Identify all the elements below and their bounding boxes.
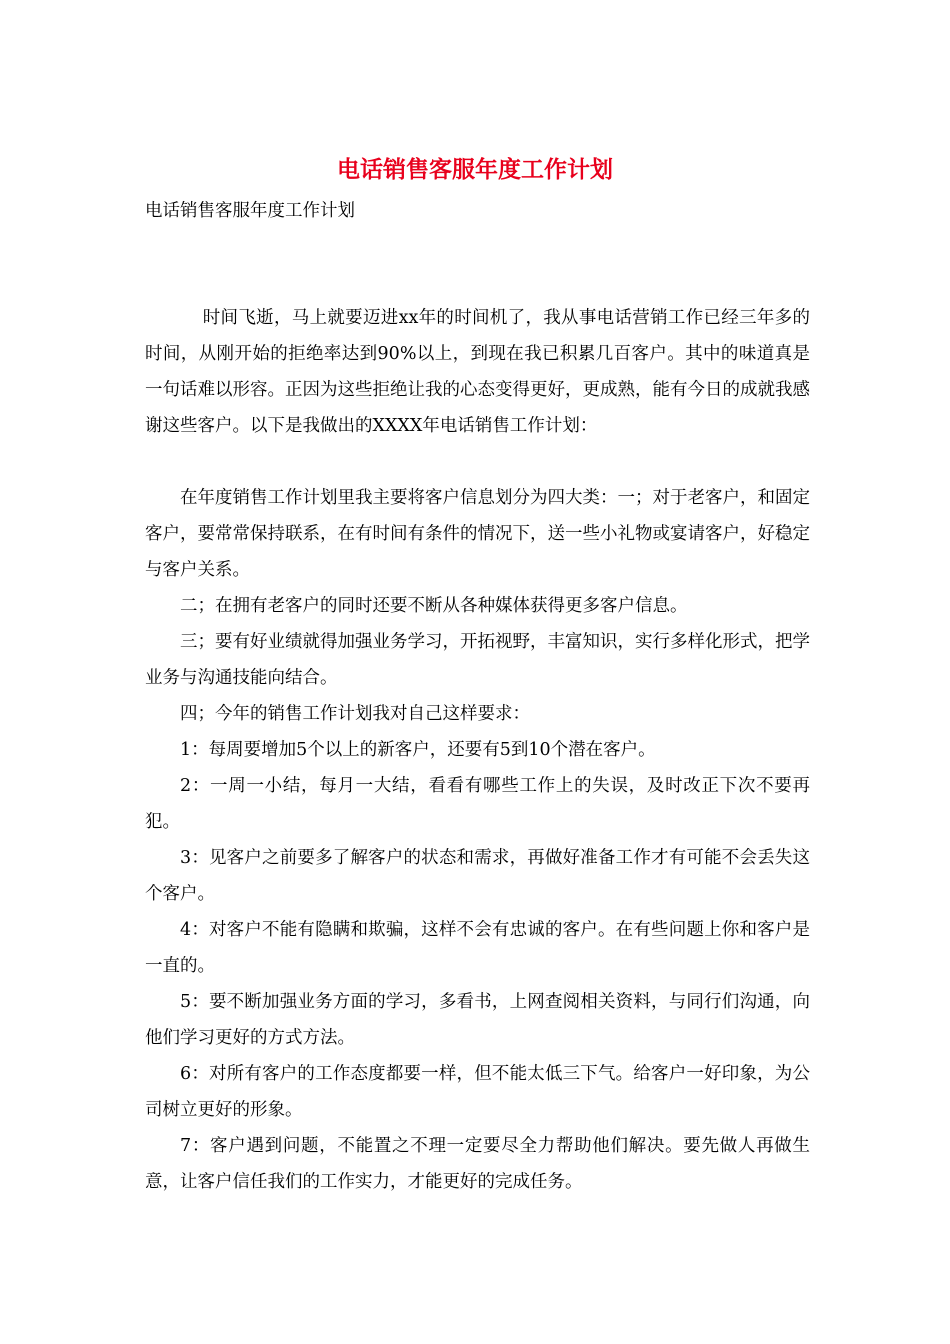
- requirement-7: 7：客户遇到问题，不能置之不理一定要尽全力帮助他们解决。要先做人再做生意，让客户信任我们的工作实力，才能更好的完成任务。: [145, 1136, 810, 1192]
- requirement-3: 3：见客户之前要多了解客户的状态和需求，再做好准备工作才有可能不会丢失这个客户。: [145, 848, 810, 904]
- paragraph-item-four: 四；今年的销售工作计划我对自己这样要求：: [180, 704, 530, 724]
- paragraph-categories: 在年度销售工作计划里我主要将客户信息划分为四大类：一；对于老客户，和固定客户，要常常保持联系，在有时间有条件的情况下，送一些小礼物或宴请客户，好稳定与客户关系。: [145, 488, 810, 580]
- requirement-6: 6：对所有客户的工作态度都要一样，但不能太低三下气。给客户一好印象，为公司树立更好的形象。: [145, 1064, 810, 1120]
- paragraph-item-two: 二；在拥有老客户的同时还要不断从各种媒体获得更多客户信息。: [180, 596, 688, 616]
- requirement-5: 5：要不断加强业务方面的学习，多看书，上网查阅相关资料，与同行们沟通，向他们学习更好的方式方法。: [145, 992, 810, 1048]
- requirement-4: 4：对客户不能有隐瞒和欺骗，这样不会有忠诚的客户。在有些问题上你和客户是一直的。: [145, 920, 810, 976]
- requirement-2: 2：一周一小结，每月一大结，看看有哪些工作上的失误，及时改正下次不要再犯。: [145, 776, 810, 832]
- intro-paragraph: 时间飞逝，马上就要迈进xx年的时间机了，我从事电话营销工作已经三年多的时间，从刚开始的拒绝率达到90%以上，到现在我已积累几百客户。其中的味道真是一句话难以形容。正因为这些拒绝让我的心态变得更好，更成熟，能有今日的成就我感谢这些客户。以下是我做出的XXXX年电话销售工作计划：: [145, 308, 810, 436]
- paragraph-item-three: 三；要有好业绩就得加强业务学习，开拓视野，丰富知识，实行多样化形式，把学业务与沟通技能向结合。: [145, 632, 810, 688]
- requirement-1: 1：每周要增加5个以上的新客户，还要有5到10个潜在客户。: [180, 740, 656, 760]
- document-subtitle: 电话销售客服年度工作计划: [145, 201, 355, 221]
- document-title: 电话销售客服年度工作计划: [337, 156, 613, 183]
